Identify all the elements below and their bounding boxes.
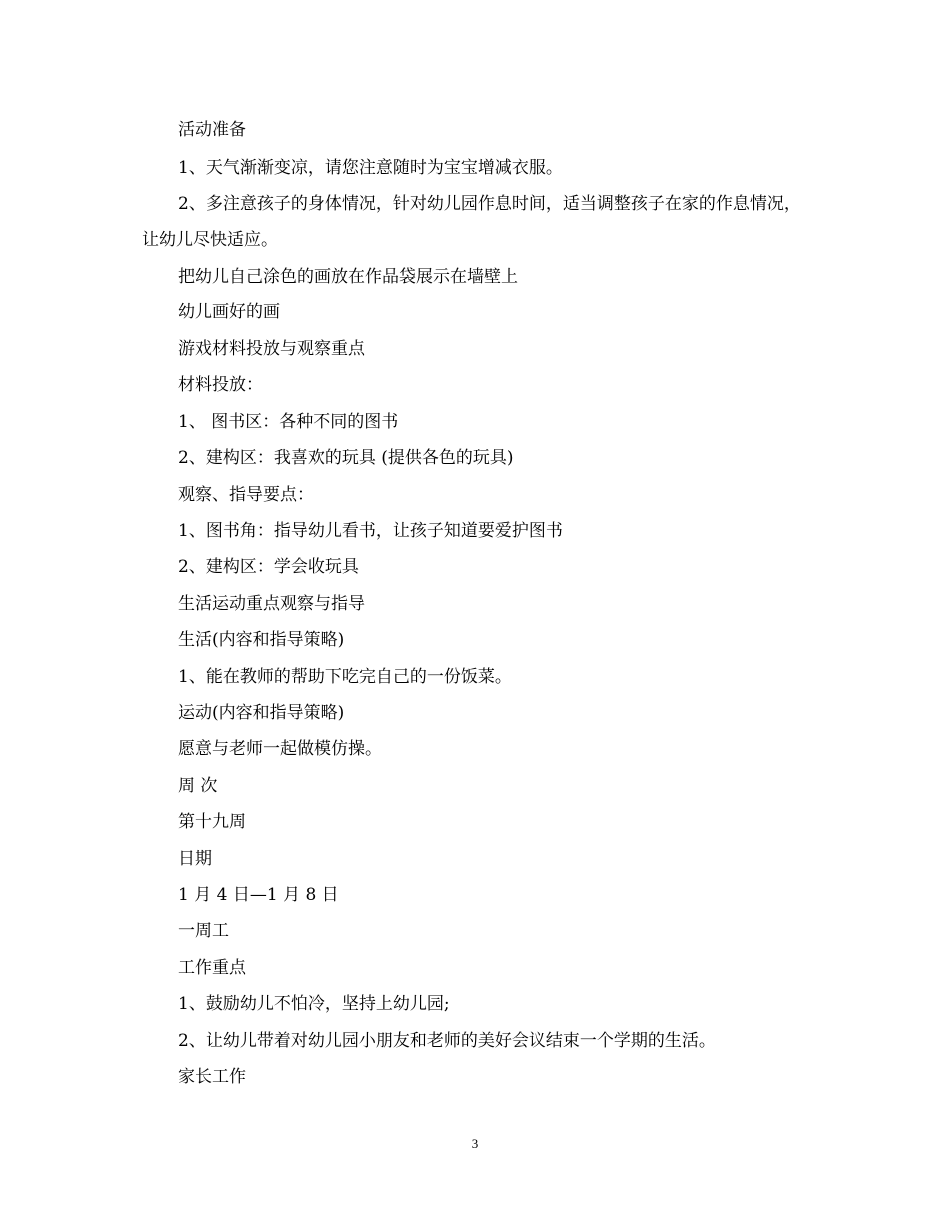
paragraph-imitation-exercise: 愿意与老师一起做模仿操。 [178, 739, 382, 759]
paragraph-week-nineteen: 第十九周 [178, 812, 246, 832]
page-number: 3 [471, 1136, 479, 1151]
paragraph-children-drawings: 幼儿画好的画 [178, 302, 280, 322]
paragraph-date-range: 1 月 4 日—1 月 8 日 [178, 885, 339, 905]
paragraph-semester-end: 2、让幼儿带着对幼儿园小朋友和老师的美好会议结束一个学期的生活。 [178, 1031, 716, 1051]
paragraph-meal-goal: 1、能在教师的帮助下吃完自己的一份饭菜。 [178, 667, 512, 687]
paragraph-construction-materials: 2、建构区：我喜欢的玩具 (提供各色的玩具) [178, 448, 514, 468]
paragraph-work-focus-label: 工作重点 [178, 958, 246, 978]
paragraph-encourage-attendance: 1、鼓励幼儿不怕冷，坚持上幼儿园; [178, 994, 450, 1014]
paragraph-sport-label: 运动(内容和指导策略) [178, 703, 345, 723]
paragraph-game-materials-heading: 游戏材料投放与观察重点 [178, 339, 365, 359]
paragraph-weekly-work: 一周工 [178, 921, 229, 941]
paragraph-activity-preparation: 活动准备 [178, 120, 246, 140]
paragraph-construction-guidance: 2、建构区：学会收玩具 [178, 557, 359, 577]
paragraph-date-label: 日期 [178, 849, 212, 869]
paragraph-book-corner-materials: 1、 图书区：各种不同的图书 [178, 412, 399, 432]
paragraph-life-label: 生活(内容和指导策略) [178, 630, 345, 650]
paragraph-week-label: 周 次 [178, 776, 218, 796]
paragraph-materials-label: 材料投放： [178, 375, 263, 395]
paragraph-observation-label: 观察、指导要点： [178, 485, 314, 505]
paragraph-book-corner-guidance: 1、图书角：指导幼儿看书，让孩子知道要爱护图书 [178, 521, 563, 541]
paragraph-weather-reminder: 1、天气渐渐变凉，请您注意随时为宝宝增减衣服。 [178, 158, 563, 178]
paragraph-health-attention: 2、多注意孩子的身体情况，针对幼儿园作息时间，适当调整孩子在家的作息情况，让幼儿尽快适应。 [142, 194, 801, 250]
paragraph-parent-work: 家长工作 [178, 1067, 246, 1087]
paragraph-artwork-display: 把幼儿自己涂色的画放在作品袋展示在墙壁上 [178, 267, 518, 287]
paragraph-life-sport-heading: 生活运动重点观察与指导 [178, 594, 365, 614]
